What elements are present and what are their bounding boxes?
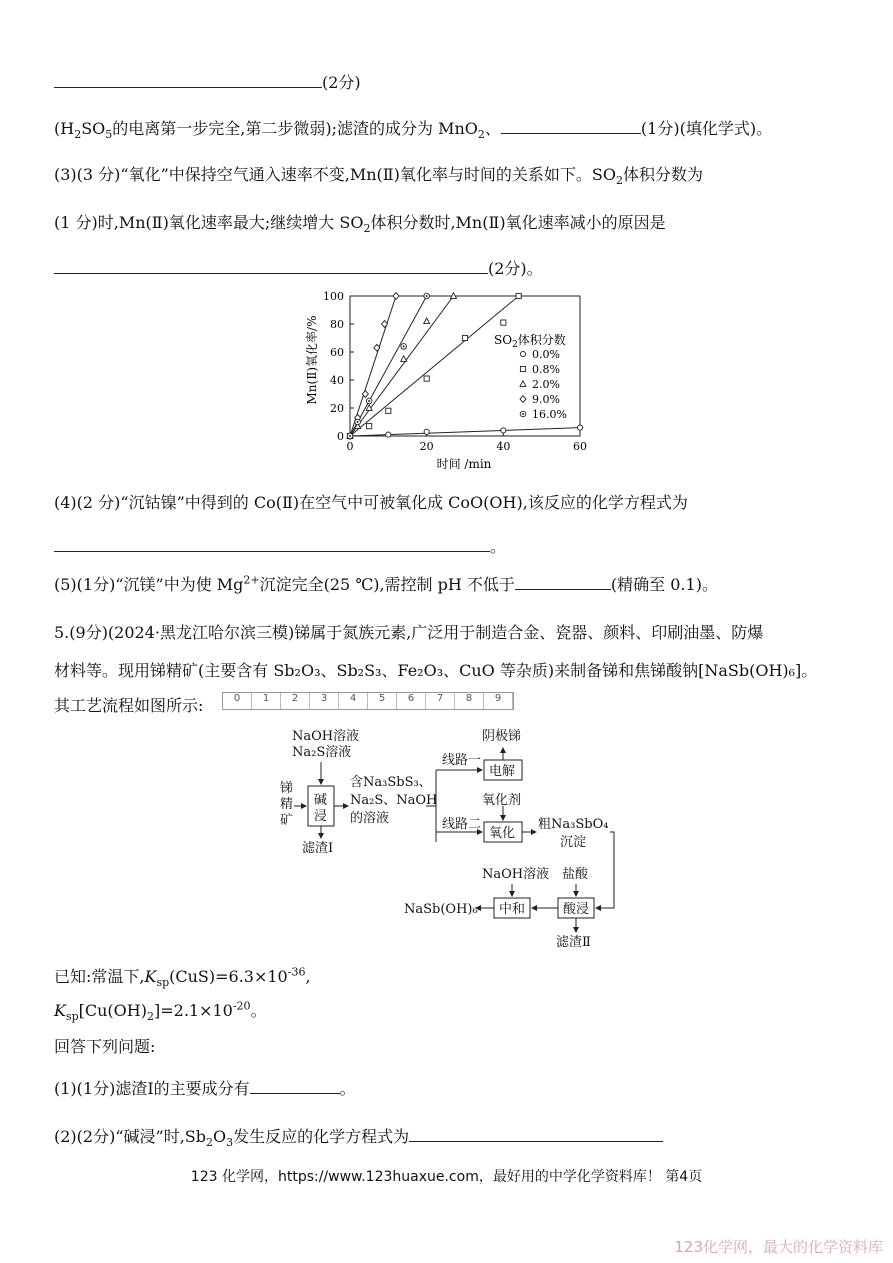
legend-entry: 9.0% xyxy=(532,393,560,406)
residue2-label: 滤渣Ⅱ xyxy=(556,935,591,950)
page-footer: 123 化学网，https://www.123huaxue.com，最好用的中学化学资料库！ 第4页 xyxy=(190,1169,703,1185)
point-diamond xyxy=(374,344,380,351)
point-square xyxy=(386,408,391,413)
sub: 3 xyxy=(226,1136,234,1150)
ruler-tick: 4 xyxy=(339,693,368,709)
ore-label-2: 精 xyxy=(280,797,294,812)
answer-line-1 xyxy=(54,70,361,93)
process-flow-diagram xyxy=(270,720,630,952)
problem-5-line3 xyxy=(54,693,203,716)
question-3-line1 xyxy=(54,162,703,187)
ore-label-1: 锑 xyxy=(280,781,294,796)
sub: 2 xyxy=(146,1010,154,1024)
sup: 2+ xyxy=(243,573,260,587)
residue1-label: 滤渣Ⅰ xyxy=(302,841,334,856)
text: (5)(1分)“沉镁”中为使 Mg xyxy=(54,575,244,594)
ruler-tick: 2 xyxy=(281,693,310,709)
text: 材料等。现用锑精矿(主要含有 Sb₂O₃、Sb₂S₃、Fe₂O₃、CuO 等杂质)来制备锑和焦锑酸钠[NaSb(OH)₆]。 xyxy=(54,661,818,680)
point-square xyxy=(520,366,525,371)
text: 。 xyxy=(339,1079,356,1098)
problem-5-line1 xyxy=(54,620,763,643)
oxidation-label: 氧化 xyxy=(489,826,516,841)
text: 。 xyxy=(250,1001,267,1020)
series-line-square xyxy=(350,296,519,436)
text: 5.(9分)(2024·黑龙江哈尔滨三模)锑属于氮族元素,广泛用于制造合金、瓷器、颜料、印刷油墨、防爆 xyxy=(54,623,764,642)
text: (CuS)=6.3×10 xyxy=(169,967,288,986)
answer-blank[interactable] xyxy=(54,259,488,274)
text: (1 分)时,Mn(Ⅱ)氧化速率最大;继续增大 SO xyxy=(54,213,364,232)
answer-blank[interactable] xyxy=(515,575,611,590)
text: (1分)(填化学式)。 xyxy=(640,119,773,138)
point-dot xyxy=(522,413,524,415)
crude-label-1: 粗Na₃SbO₄ xyxy=(538,817,609,832)
point-circle xyxy=(501,428,506,433)
text: SO xyxy=(81,119,106,138)
leach-label-2: 浸 xyxy=(314,809,328,824)
text: (2)(2分)“碱浸”时,Sb xyxy=(54,1127,206,1146)
oxidation-rate-chart xyxy=(296,286,596,476)
ruler-tick: 1 xyxy=(252,693,281,709)
text: (4)(2 分)“沉钴镍”中得到的 Co(Ⅱ)在空气中可被氧化成 CoO(OH),该反应的化学方程式为 xyxy=(54,493,688,512)
point-square xyxy=(424,376,429,381)
point-circle xyxy=(424,429,429,434)
na2s-label: Na₂S溶液 xyxy=(292,745,352,760)
neutralize-label: 中和 xyxy=(499,902,526,917)
sub: sp xyxy=(65,1010,79,1024)
question-5-line xyxy=(54,572,718,595)
legend-entry: 16.0% xyxy=(532,408,567,421)
text: ]=2.1×10 xyxy=(153,1001,233,1020)
text: 其工艺流程如图所示: xyxy=(54,696,204,715)
text: (3)(3 分)“氧化”中保持空气通入速率不变,Mn(Ⅱ)氧化率与时间的关系如下。SO xyxy=(54,165,616,184)
sub: sp xyxy=(156,976,170,990)
text: (H xyxy=(54,119,75,138)
score-mark: (2分) xyxy=(322,73,361,92)
point-triangle xyxy=(424,318,430,324)
solution-label-1: 含Na₃SbS₃、 xyxy=(350,775,432,790)
known-line3 xyxy=(54,1034,155,1057)
x-tick-label: 0 xyxy=(346,440,354,453)
text: (精确至 0.1)。 xyxy=(610,575,718,594)
point-diamond xyxy=(382,321,388,328)
known-line2 xyxy=(54,998,267,1023)
series-line-triangle xyxy=(350,296,454,436)
acid-leach-label: 酸浸 xyxy=(563,902,590,917)
naoh2-label: NaOH溶液 xyxy=(482,867,550,882)
point-diamond xyxy=(520,396,526,403)
y-tick-label: 60 xyxy=(330,346,344,359)
solution-label-2: Na₂S、NaOH xyxy=(350,793,438,808)
point-dot xyxy=(403,345,405,347)
oxidant-label: 氧化剂 xyxy=(482,793,522,808)
problem-5-line2 xyxy=(54,658,817,681)
legend-title: $SO_2$体积分数 xyxy=(494,333,566,350)
electrolysis-label: 电解 xyxy=(489,764,516,779)
ruler-tick: 3 xyxy=(310,693,339,709)
point-triangle xyxy=(401,356,407,362)
point-circle xyxy=(577,425,582,430)
point-diamond xyxy=(393,293,399,300)
sup: -36 xyxy=(287,965,306,979)
y-tick-label: 100 xyxy=(323,290,344,303)
crude-label-2: 沉淀 xyxy=(560,835,587,850)
answer-blank[interactable] xyxy=(409,1127,663,1142)
text: 已知:常温下, xyxy=(54,967,145,986)
text: O xyxy=(212,1127,227,1146)
point-square xyxy=(367,424,372,429)
ruler-tick: 5 xyxy=(368,693,397,709)
leach-label-1: 碱 xyxy=(314,793,328,808)
y-tick-label: 0 xyxy=(337,430,344,443)
sub-question-1 xyxy=(54,1076,356,1099)
cathode-label: 阴极锑 xyxy=(482,729,522,744)
text: 发生反应的化学方程式为 xyxy=(233,1127,410,1146)
naoh-label: NaOH溶液 xyxy=(292,729,360,744)
text: 的电离第一步完全,第二步微弱);滤渣的成分为 MnO xyxy=(112,119,478,138)
point-dot xyxy=(357,421,359,423)
x-tick-label: 20 xyxy=(419,440,434,453)
text: 。 xyxy=(490,537,507,556)
point-dot xyxy=(368,400,370,402)
sub: 2 xyxy=(616,174,623,188)
point-square xyxy=(516,293,521,298)
x-tick-label: 40 xyxy=(496,440,511,453)
y-tick-label: 80 xyxy=(330,318,344,331)
legend-entry: 2.0% xyxy=(532,378,560,391)
text: , xyxy=(305,967,311,986)
watermark: 123化学网，最大的化学资料库 xyxy=(674,1238,883,1256)
ruler-tick: 8 xyxy=(455,693,484,709)
text: 沉淀完全(25 ℃),需控制 pH 不低于 xyxy=(259,575,515,594)
text: 体积分数时,Mn(Ⅱ)氧化速率减小的原因是 xyxy=(370,213,666,232)
question-4-line1 xyxy=(54,490,688,513)
y-tick-label: 20 xyxy=(330,402,344,415)
text: (2分)。 xyxy=(488,259,543,278)
question-3-line3 xyxy=(54,256,543,279)
point-dot xyxy=(349,435,351,437)
sub: 5 xyxy=(105,128,113,142)
ruler-tick: 6 xyxy=(397,693,426,709)
route1-label: 线路一 xyxy=(442,753,482,768)
legend-entry: 0.8% xyxy=(532,363,560,376)
question-4-line2 xyxy=(54,534,506,557)
solution-label-3: 的溶液 xyxy=(350,811,390,826)
ruler-tick: 7 xyxy=(426,693,455,709)
answer-blank[interactable] xyxy=(54,73,322,88)
point-dot xyxy=(426,295,428,297)
question-3-line2 xyxy=(54,210,666,235)
text: K xyxy=(144,967,157,986)
text: 回答下列问题: xyxy=(54,1037,156,1056)
point-circle xyxy=(520,351,525,356)
text: K xyxy=(54,1001,66,1020)
text: 、 xyxy=(484,119,501,138)
answer-blank[interactable] xyxy=(501,119,641,134)
y-axis-label: Mn(Ⅱ)氧化率/% xyxy=(305,315,319,405)
point-square xyxy=(501,320,506,325)
sup: -20 xyxy=(232,999,251,1013)
point-triangle xyxy=(520,381,526,387)
answer-blank[interactable] xyxy=(250,1079,340,1094)
sub: 2 xyxy=(477,128,485,142)
sub: 2 xyxy=(205,1136,213,1150)
text: [Cu(OH) xyxy=(78,1001,147,1020)
series-line-circle xyxy=(350,428,580,436)
x-tick-label: 60 xyxy=(573,440,587,453)
product-label: NaSb(OH)₆ xyxy=(404,902,478,917)
series-line-dotcircle xyxy=(350,296,427,436)
y-tick-label: 40 xyxy=(330,374,344,387)
ruler-tick: 9 xyxy=(484,693,513,709)
sub-question-2 xyxy=(54,1124,663,1149)
answer-blank[interactable] xyxy=(54,537,490,552)
sub: 2 xyxy=(74,128,82,142)
point-circle xyxy=(386,432,391,437)
point-square xyxy=(462,335,467,340)
known-line1 xyxy=(54,964,311,989)
text: (1)(1分)滤渣Ⅰ的主要成分有 xyxy=(54,1079,250,1098)
x-axis-label: 时间 /min xyxy=(436,457,492,471)
legend-entry: 0.0% xyxy=(532,348,560,361)
ruler xyxy=(222,692,514,710)
question-2-text xyxy=(54,116,772,141)
ore-label-3: 矿 xyxy=(280,813,294,828)
text: 体积分数为 xyxy=(623,165,704,184)
route2-label: 线路二 xyxy=(442,817,482,832)
ruler-tick: 0 xyxy=(223,693,252,709)
hcl-label: 盐酸 xyxy=(562,867,589,882)
sub: 2 xyxy=(363,222,371,236)
